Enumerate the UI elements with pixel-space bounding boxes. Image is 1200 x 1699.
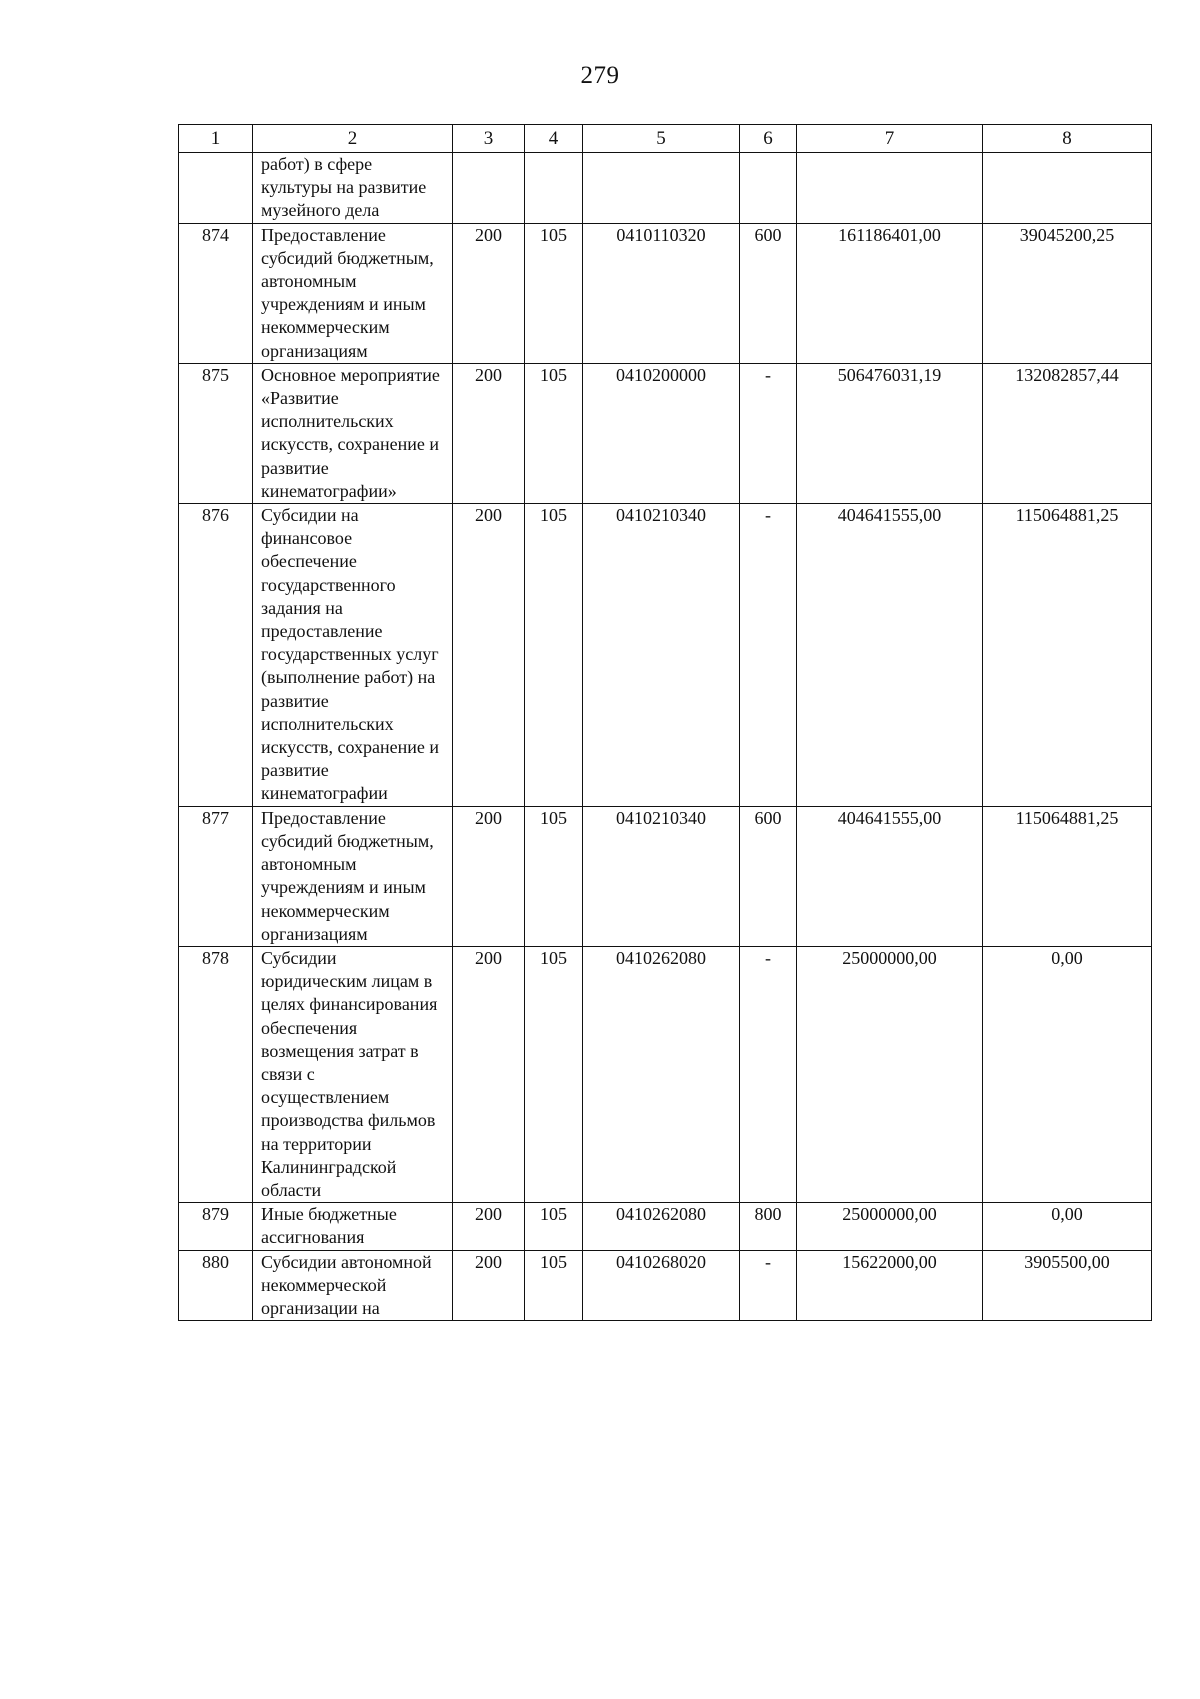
row-col-6: - xyxy=(740,946,797,1202)
row-number: 876 xyxy=(179,504,253,807)
table-row xyxy=(179,504,1152,807)
row-col-3 xyxy=(453,153,525,224)
row-col-7: 404641555,00 xyxy=(797,504,983,807)
row-col-4: 105 xyxy=(525,363,583,503)
table-row xyxy=(179,153,1152,224)
row-col-7: 15622000,00 xyxy=(797,1250,983,1321)
row-description: Предоставление субсидий бюджетным, автономным учреждениям и иным некоммерческим организациям xyxy=(253,223,453,363)
row-col-6: 600 xyxy=(740,223,797,363)
row-description: работ) в сфере культуры на развитие музейного дела xyxy=(253,153,453,224)
table-body xyxy=(179,153,1152,1321)
row-col-3: 200 xyxy=(453,806,525,946)
row-description: Субсидии юридическим лицам в целях финансирования обеспечения возмещения затрат в связи с осуществлением производства фильмов на территории Калининградской области xyxy=(253,946,453,1202)
row-col-8: 115064881,25 xyxy=(983,806,1152,946)
row-col-5: 0410210340 xyxy=(583,806,740,946)
row-number: 874 xyxy=(179,223,253,363)
row-col-5: 0410200000 xyxy=(583,363,740,503)
row-col-4: 105 xyxy=(525,1203,583,1250)
row-col-3: 200 xyxy=(453,946,525,1202)
row-col-8: 39045200,25 xyxy=(983,223,1152,363)
row-number: 880 xyxy=(179,1250,253,1321)
header-col-6: 6 xyxy=(740,125,797,153)
header-col-8: 8 xyxy=(983,125,1152,153)
row-col-7: 506476031,19 xyxy=(797,363,983,503)
table-row xyxy=(179,946,1152,1202)
row-col-5: 0410210340 xyxy=(583,504,740,807)
row-col-7 xyxy=(797,153,983,224)
row-col-8 xyxy=(983,153,1152,224)
table-row xyxy=(179,223,1152,363)
row-col-7: 25000000,00 xyxy=(797,946,983,1202)
row-col-7: 404641555,00 xyxy=(797,806,983,946)
row-col-4: 105 xyxy=(525,223,583,363)
row-col-5: 0410268020 xyxy=(583,1250,740,1321)
row-col-3: 200 xyxy=(453,1250,525,1321)
row-description: Иные бюджетные ассигнования xyxy=(253,1203,453,1250)
row-description: Основное мероприятие «Развитие исполнительских искусств, сохранение и развитие кинематографии» xyxy=(253,363,453,503)
table-row xyxy=(179,363,1152,503)
row-description: Предоставление субсидий бюджетным, автономным учреждениям и иным некоммерческим организациям xyxy=(253,806,453,946)
row-number: 877 xyxy=(179,806,253,946)
row-col-5 xyxy=(583,153,740,224)
header-col-3: 3 xyxy=(453,125,525,153)
row-col-3: 200 xyxy=(453,1203,525,1250)
row-col-4: 105 xyxy=(525,806,583,946)
row-col-6: - xyxy=(740,1250,797,1321)
row-col-6: 800 xyxy=(740,1203,797,1250)
row-col-8: 115064881,25 xyxy=(983,504,1152,807)
row-col-3: 200 xyxy=(453,363,525,503)
header-col-4: 4 xyxy=(525,125,583,153)
page-number: 279 xyxy=(580,62,620,89)
header-col-5: 5 xyxy=(583,125,740,153)
row-col-3: 200 xyxy=(453,223,525,363)
row-col-8: 0,00 xyxy=(983,946,1152,1202)
row-col-7: 25000000,00 xyxy=(797,1203,983,1250)
row-number xyxy=(179,153,253,224)
row-col-6 xyxy=(740,153,797,224)
row-col-5: 0410262080 xyxy=(583,946,740,1202)
table-header xyxy=(179,125,1152,153)
row-number: 878 xyxy=(179,946,253,1202)
table-row xyxy=(179,806,1152,946)
row-col-8: 132082857,44 xyxy=(983,363,1152,503)
row-col-7: 161186401,00 xyxy=(797,223,983,363)
row-col-5: 0410262080 xyxy=(583,1203,740,1250)
row-col-6: - xyxy=(740,504,797,807)
row-col-3: 200 xyxy=(453,504,525,807)
header-col-7: 7 xyxy=(797,125,983,153)
row-col-4: 105 xyxy=(525,946,583,1202)
table-row xyxy=(179,1250,1152,1321)
row-col-5: 0410110320 xyxy=(583,223,740,363)
header-col-2: 2 xyxy=(253,125,453,153)
row-description: Субсидии на финансовое обеспечение государственного задания на предоставление государственных услуг (выполнение работ) на развитие исполнительских искусств, сохранение и развитие кинематографии xyxy=(253,504,453,807)
header-row xyxy=(179,125,1152,153)
row-number: 875 xyxy=(179,363,253,503)
budget-table xyxy=(178,124,1152,1321)
row-col-6: 600 xyxy=(740,806,797,946)
header-col-1: 1 xyxy=(179,125,253,153)
row-col-8: 0,00 xyxy=(983,1203,1152,1250)
table-row xyxy=(179,1203,1152,1250)
row-col-4: 105 xyxy=(525,504,583,807)
row-col-8: 3905500,00 xyxy=(983,1250,1152,1321)
row-number: 879 xyxy=(179,1203,253,1250)
row-col-4: 105 xyxy=(525,1250,583,1321)
row-col-4 xyxy=(525,153,583,224)
row-description: Субсидии автономной некоммерческой организации на xyxy=(253,1250,453,1321)
row-col-6: - xyxy=(740,363,797,503)
